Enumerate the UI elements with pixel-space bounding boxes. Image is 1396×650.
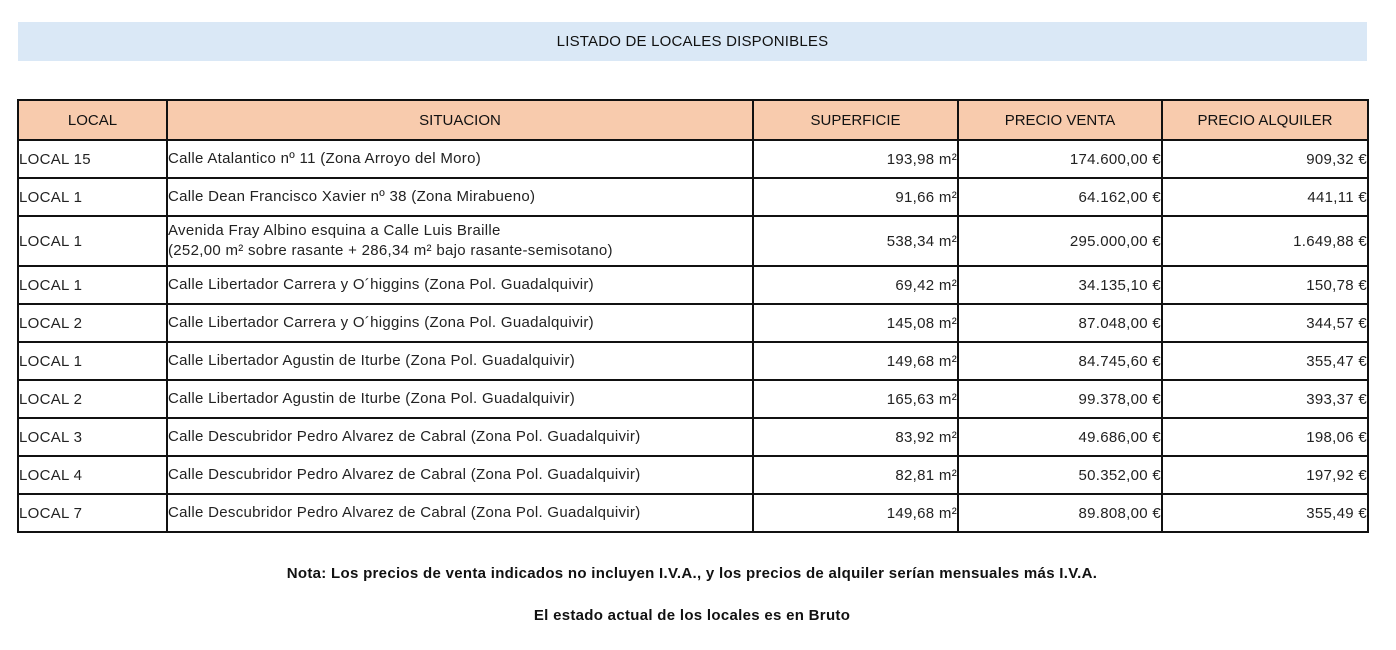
table-row (18, 216, 1368, 266)
header-precio-venta: PRECIO VENTA (958, 100, 1162, 140)
note-estado: El estado actual de los locales es en Bruto (533, 607, 851, 624)
cell-precio-venta: 84.745,60 € (958, 342, 1162, 380)
cell-precio-alquiler: 355,49 € (1162, 494, 1368, 532)
cell-situacion (167, 304, 753, 342)
table-row (18, 342, 1368, 380)
cell-superficie: 69,42 m² (753, 266, 958, 304)
situacion-line: Avenida Fray Albino esquina a Calle Luis Braille (168, 222, 501, 239)
cell-situacion (167, 342, 753, 380)
cell-local: LOCAL 15 (18, 140, 167, 178)
cell-superficie: 165,63 m² (753, 380, 958, 418)
cell-precio-venta: 295.000,00 € (958, 216, 1162, 266)
table-row (18, 178, 1368, 216)
cell-superficie: 145,08 m² (753, 304, 958, 342)
cell-precio-venta: 49.686,00 € (958, 418, 1162, 456)
header-row (18, 100, 1368, 140)
cell-local: LOCAL 1 (18, 178, 167, 216)
cell-situacion (167, 216, 753, 266)
cell-precio-alquiler: 1.649,88 € (1162, 216, 1368, 266)
table-row (18, 494, 1368, 532)
cell-precio-venta: 174.600,00 € (958, 140, 1162, 178)
cell-local: LOCAL 7 (18, 494, 167, 532)
cell-local: LOCAL 3 (18, 418, 167, 456)
cell-superficie: 91,66 m² (753, 178, 958, 216)
cell-situacion (167, 456, 753, 494)
situacion-line: Calle Descubridor Pedro Alvarez de Cabral (Zona Pol. Guadalquivir) (168, 466, 641, 483)
cell-precio-alquiler: 198,06 € (1162, 418, 1368, 456)
situacion-line: Calle Libertador Agustin de Iturbe (Zona Pol. Guadalquivir) (168, 352, 576, 369)
cell-local: LOCAL 2 (18, 304, 167, 342)
header-precio-alquiler: PRECIO ALQUILER (1162, 100, 1368, 140)
cell-precio-venta: 34.135,10 € (958, 266, 1162, 304)
cell-local: LOCAL 4 (18, 456, 167, 494)
cell-superficie: 149,68 m² (753, 342, 958, 380)
table-row (18, 304, 1368, 342)
table-row (18, 456, 1368, 494)
cell-precio-alquiler: 344,57 € (1162, 304, 1368, 342)
cell-precio-alquiler: 441,11 € (1162, 178, 1368, 216)
cell-precio-alquiler: 197,92 € (1162, 456, 1368, 494)
cell-precio-venta: 50.352,00 € (958, 456, 1162, 494)
cell-precio-alquiler: 393,37 € (1162, 380, 1368, 418)
note-precios: Nota: Los precios de venta indicados no incluyen I.V.A., y los precios de alquiler serían mensuales más I.V.A. (286, 565, 1098, 582)
cell-precio-alquiler: 355,47 € (1162, 342, 1368, 380)
cell-superficie: 149,68 m² (753, 494, 958, 532)
table-row (18, 418, 1368, 456)
cell-situacion (167, 418, 753, 456)
cell-local: LOCAL 1 (18, 216, 167, 266)
cell-superficie: 82,81 m² (753, 456, 958, 494)
table-header (18, 100, 1368, 140)
cell-local: LOCAL 1 (18, 266, 167, 304)
cell-precio-venta: 87.048,00 € (958, 304, 1162, 342)
cell-precio-venta: 89.808,00 € (958, 494, 1162, 532)
table-row (18, 266, 1368, 304)
page-title-bar (18, 22, 1367, 61)
cell-superficie: 538,34 m² (753, 216, 958, 266)
locales-table (17, 99, 1369, 533)
situacion-line: Calle Atalantico nº 11 (Zona Arroyo del Moro) (168, 150, 482, 167)
header-local: LOCAL (18, 100, 167, 140)
situacion-line: Calle Descubridor Pedro Alvarez de Cabral (Zona Pol. Guadalquivir) (168, 428, 641, 445)
situacion-line: Calle Libertador Carrera y O´higgins (Zona Pol. Guadalquivir) (168, 276, 594, 293)
situacion-line: Calle Dean Francisco Xavier nº 38 (Zona Mirabueno) (168, 188, 536, 205)
cell-local: LOCAL 2 (18, 380, 167, 418)
cell-situacion (167, 140, 753, 178)
situacion-line: Calle Descubridor Pedro Alvarez de Cabral (Zona Pol. Guadalquivir) (168, 504, 641, 521)
cell-situacion (167, 380, 753, 418)
table-row (18, 140, 1368, 178)
page-title: LISTADO DE LOCALES DISPONIBLES (556, 33, 829, 50)
situacion-line: (252,00 m² sobre rasante + 286,34 m² bajo rasante-semisotano) (168, 242, 613, 259)
table-body (18, 140, 1368, 532)
situacion-line: Calle Libertador Carrera y O´higgins (Zona Pol. Guadalquivir) (168, 314, 594, 331)
cell-superficie: 83,92 m² (753, 418, 958, 456)
cell-situacion (167, 494, 753, 532)
cell-precio-alquiler: 909,32 € (1162, 140, 1368, 178)
cell-precio-venta: 64.162,00 € (958, 178, 1162, 216)
cell-precio-venta: 99.378,00 € (958, 380, 1162, 418)
cell-local: LOCAL 1 (18, 342, 167, 380)
cell-superficie: 193,98 m² (753, 140, 958, 178)
cell-situacion (167, 266, 753, 304)
header-superficie: SUPERFICIE (753, 100, 958, 140)
cell-precio-alquiler: 150,78 € (1162, 266, 1368, 304)
table-row (18, 380, 1368, 418)
situacion-line: Calle Libertador Agustin de Iturbe (Zona Pol. Guadalquivir) (168, 390, 576, 407)
header-situacion: SITUACION (167, 100, 753, 140)
cell-situacion (167, 178, 753, 216)
